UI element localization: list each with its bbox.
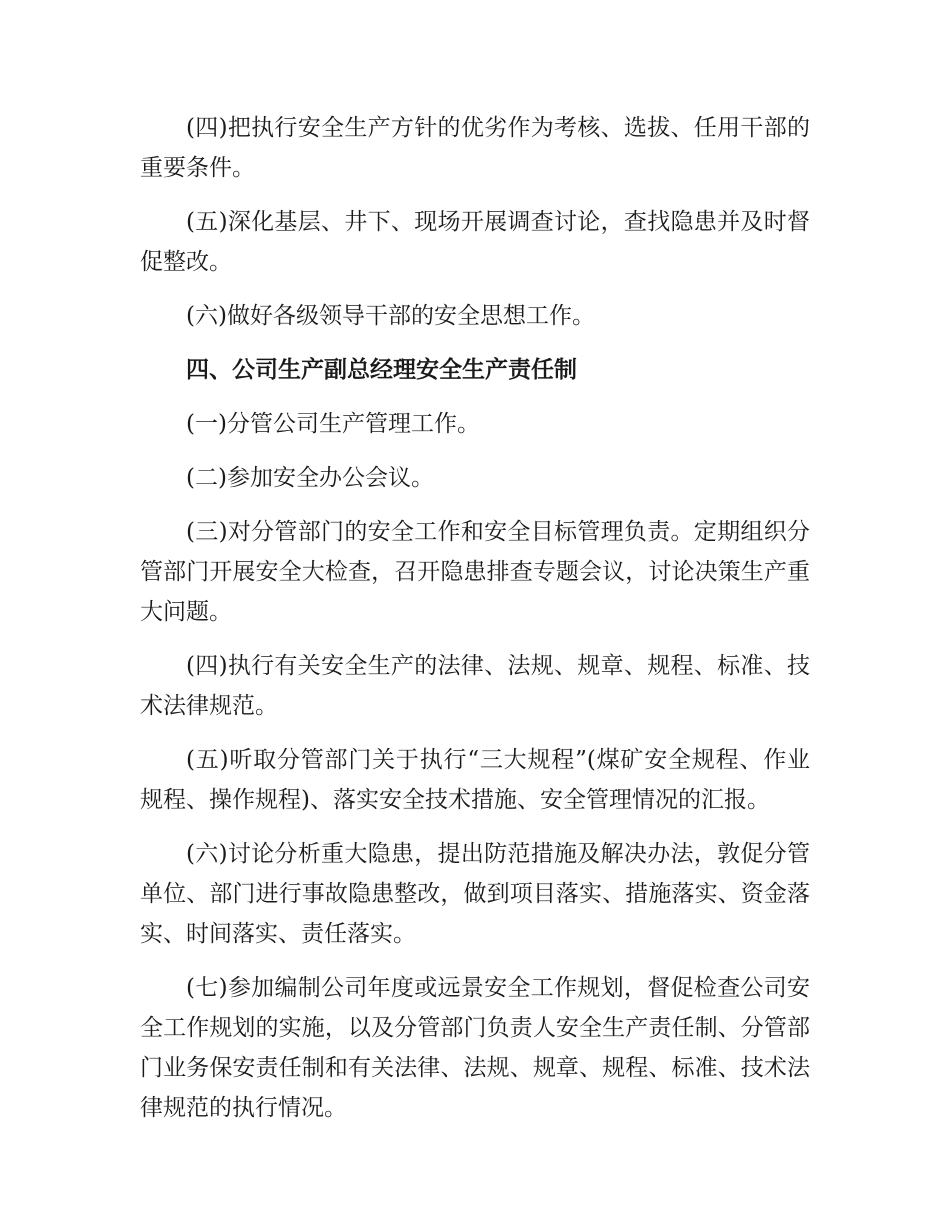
paragraph: (四)执行有关安全生产的法律、法规、规章、规程、标准、技术法律规范。	[140, 653, 810, 719]
paragraph: (五)深化基层、井下、现场开展调查讨论，查找隐患并及时督促整改。	[140, 209, 810, 275]
section-heading: 四、公司生产副总经理安全生产责任制	[186, 356, 577, 383]
paragraph: (二)参加安全办公会议。	[186, 465, 434, 491]
paragraph: (四)把执行安全生产方针的优劣作为考核、选拔、任用干部的重要条件。	[140, 115, 810, 181]
document-page	[140, 108, 810, 1142]
paragraph: (六)讨论分析重大隐患，提出防范措施及解决办法，敦促分管单位、部门进行事故隐患整改，做到项目落实、措施落实、资金落实、时间落实、责任落实。	[140, 841, 810, 947]
paragraph: (七)参加编制公司年度或远景安全工作规划，督促检查公司安全工作规划的实施，以及分管部门负责人安全生产责任制、分管部门业务保安责任制和有关法律、法规、规章、规程、标准、技术法律规范的执行情况。	[140, 975, 810, 1121]
paragraph: (六)做好各级领导干部的安全思想工作。	[186, 303, 595, 329]
paragraph: (一)分管公司生产管理工作。	[186, 411, 480, 437]
paragraph: (五)听取分管部门关于执行“三大规程”(煤矿安全规程、作业规程、操作规程)、落实安全技术措施、安全管理情况的汇报。	[140, 747, 810, 813]
paragraph: (三)对分管部门的安全工作和安全目标管理负责。定期组织分管部门开展安全大检查，召开隐患排查专题会议，讨论决策生产重大问题。	[140, 519, 810, 625]
